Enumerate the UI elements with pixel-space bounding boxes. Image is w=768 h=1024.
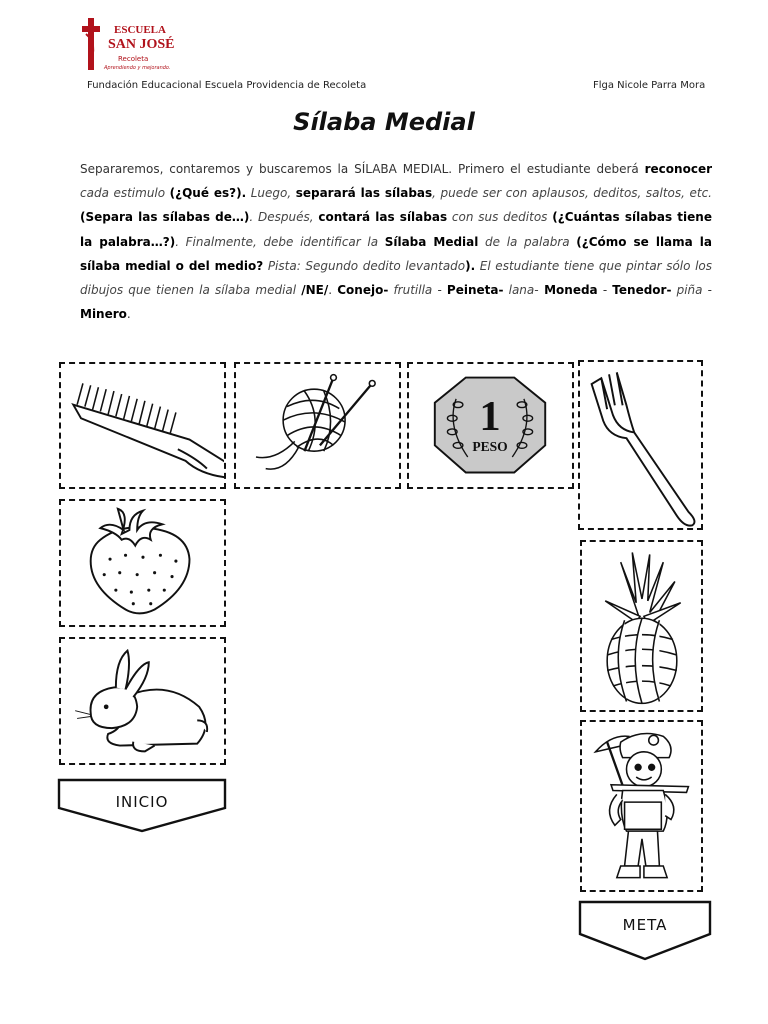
- comb-icon: [61, 364, 224, 487]
- coin-label: PESO: [472, 439, 508, 455]
- card-yarn[interactable]: [234, 362, 401, 489]
- yarn-icon: [236, 364, 399, 487]
- card-fork[interactable]: [578, 360, 703, 530]
- goal-label: META: [622, 916, 668, 934]
- start-label: INICIO: [115, 793, 169, 811]
- logo-line2: SAN JOSÉ: [108, 37, 175, 52]
- card-pineapple[interactable]: [580, 540, 703, 712]
- logo-line3: Recoleta: [118, 55, 149, 63]
- rabbit-icon: [61, 639, 224, 763]
- card-rabbit[interactable]: [59, 637, 226, 765]
- header-left: Fundación Educacional Escuela Providencia de Recoleta: [87, 80, 367, 91]
- fork-icon: [580, 362, 701, 528]
- coin-number: 1: [479, 392, 501, 440]
- coin-icon: [409, 364, 572, 487]
- logo-line1: ESCUELA: [114, 24, 166, 36]
- card-miner[interactable]: [580, 720, 703, 892]
- header-right: Flga Nicole Parra Mora: [593, 80, 706, 91]
- logo-line4: Aprendiendo y mejorando.: [104, 65, 171, 71]
- instructions-paragraph: Separaremos, contaremos y buscaremos la SÍLABA MEDIAL. Primero el estudiante deberá reconocer cada estimulo (¿Qué es?). Luego, separará las sílabas, puede ser con aplausos, deditos, saltos, etc. (Separa las sílabas de…). Después, contará las sílabas con sus deditos (¿Cuántas sílabas tiene la palabra…?). Finalmente, debe identificar la Sílaba Medial de la palabra (¿Cómo se llama la sílaba medial o del medio? Pista: Segundo dedito levantado). El estudiante tiene que pintar sólo los dibujos que tienen la sílaba medial /NE/. Conejo- frutilla - Peineta- lana- Moneda - Tenedor- piña - Minero.: [80, 162, 713, 322]
- card-strawberry[interactable]: [59, 499, 226, 627]
- miner-icon: [582, 722, 701, 890]
- pineapple-icon: [582, 542, 701, 710]
- card-comb[interactable]: [59, 362, 226, 489]
- card-coin[interactable]: [407, 362, 574, 489]
- page-title: Sílaba Medial: [293, 108, 475, 136]
- strawberry-icon: [61, 501, 224, 625]
